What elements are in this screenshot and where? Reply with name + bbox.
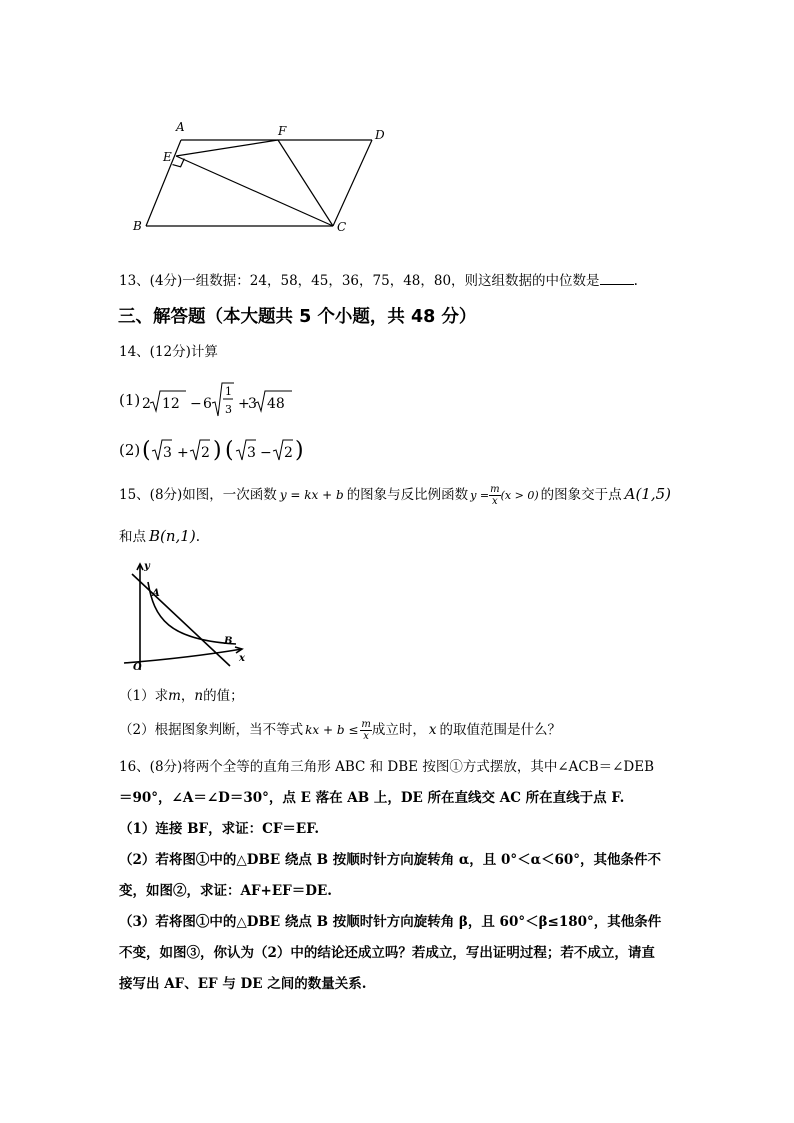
linear-function-line [132, 574, 233, 666]
question-16-sub-1: （1）连接 BF，求证：CF＝EF. [119, 821, 320, 837]
svg-text:(: ( [142, 438, 151, 463]
q15-sub1-m: m [168, 688, 181, 704]
svg-text:2: 2 [142, 396, 151, 412]
q15-sub2-den: x [363, 731, 369, 742]
label-d: D [375, 128, 385, 142]
svg-text:(: ( [225, 438, 234, 463]
segment-ef [176, 140, 278, 156]
q15-sub1-a: （1）求 [119, 688, 169, 704]
q15-sub2-c: 的取值范围是什么？ [439, 722, 561, 738]
svg-text:): ) [213, 438, 222, 463]
q15-frac-num: m [490, 484, 500, 495]
svg-text:3: 3 [248, 396, 257, 412]
question-15-line-1 [119, 480, 671, 510]
label-b: B [133, 219, 142, 233]
question-13-text: 13、(4分)一组数据：24，58，45，36，75，48，80，则这组数据的中位数是 [119, 273, 600, 289]
q15-inverse-fn-fraction [489, 484, 500, 507]
q15-inverse-fn-y: y = [470, 489, 490, 502]
q15-intro-a: 15、(8分)如图，一次函数 [119, 487, 277, 503]
graph-label-a: A [152, 588, 160, 599]
graph-label-b: B [224, 636, 233, 647]
q15-sub2-a: （2）根据图象判断，当不等式 [119, 722, 304, 738]
q14-part2-label: (2) [119, 441, 141, 459]
q15-sub2-inequality: kx + b ≤ [305, 723, 359, 737]
question-15-sub-2 [119, 716, 561, 744]
svg-text:3: 3 [225, 403, 233, 416]
question-16-sub-3-line-2: 不变，如图③，你认为（2）中的结论还成立吗？若成立，写出证明过程；若不成立，请直 [119, 945, 655, 961]
label-c: C [337, 220, 347, 234]
svg-text:+: + [177, 445, 189, 461]
label-a: A [176, 120, 185, 134]
svg-text:6: 6 [203, 396, 212, 412]
q15-sub1-b: 的值； [203, 688, 244, 704]
segment-ec [176, 156, 333, 226]
question-16-line-2: ＝90°，∠A＝∠D＝30°，点 E 落在 AB 上，DE 所在直线交 AC 所在直线于点 F. [119, 790, 625, 806]
svg-text:−: − [190, 396, 202, 412]
question-16-sub-3-line-1: （3）若将图①中的△DBE 绕点 B 按顺时针方向旋转角 β，且 60°＜β≤180°，其他条件 [119, 914, 662, 930]
svg-text:): ) [295, 438, 304, 463]
q14-expression-1-math [142, 381, 302, 421]
q15-sub1-sep: ， [180, 688, 195, 704]
q15-linear-function: y = kx + b [279, 488, 344, 502]
q15-line2-a: 和点 [119, 529, 146, 545]
svg-text:2: 2 [201, 445, 210, 461]
graph-label-o: O [133, 662, 142, 673]
svg-text:+: + [238, 396, 250, 412]
svg-text:3: 3 [247, 445, 256, 461]
q15-sub1-n: n [194, 688, 204, 704]
q15-sub2-fraction [360, 719, 371, 742]
q14-expression-1 [119, 381, 302, 421]
q14-part1-label: (1) [119, 391, 141, 409]
svg-text:12: 12 [162, 396, 180, 412]
q15-line2-end: . [195, 529, 200, 545]
answer-blank [600, 270, 634, 285]
svg-text:2: 2 [284, 445, 293, 461]
question-14-title: 14、(12分)计算 [119, 344, 218, 360]
question-13 [119, 270, 638, 291]
question-16-sub-3-line-3: 接写出 AF、EF 与 DE 之间的数量关系. [119, 976, 367, 992]
question-16-sub-2-line-2: 变，如图②，求证：AF+EF＝DE. [119, 883, 332, 899]
q15-domain: (x > 0) [500, 489, 539, 502]
graph-label-y: y [144, 561, 150, 572]
q15-sub2-b: 成立时， [371, 722, 426, 738]
graph-label-x: x [239, 653, 245, 664]
q15-intro-c: 的图象交于点 [540, 487, 622, 503]
svg-text:48: 48 [267, 396, 285, 412]
q15-intro-b: 的图象与反比例函数 [346, 487, 469, 503]
label-f: F [278, 124, 287, 138]
question-16-line-1: 16、(8分)将两个全等的直角三角形 ABC 和 DBE 按图①方式摆放，其中∠ACB＝∠DEB [119, 759, 655, 775]
q15-point-b: B(n,1) [149, 527, 196, 545]
right-angle-mark [173, 159, 185, 167]
question-15-line-2 [119, 524, 200, 549]
svg-text:−: − [260, 445, 272, 461]
q15-frac-den: x [492, 496, 498, 507]
label-e: E [163, 150, 172, 164]
q15-sub2-num: m [361, 719, 371, 730]
q15-sub2-x: x [428, 722, 437, 738]
function-graph [118, 558, 250, 676]
question-13-end: . [633, 273, 638, 289]
svg-text:3: 3 [163, 445, 172, 461]
svg-text:1: 1 [225, 385, 233, 398]
section-title: 三、解答题（本大题共 5 个小题，共 48 分） [118, 307, 477, 327]
segment-dc [333, 140, 372, 226]
q14-expression-2 [119, 435, 302, 467]
parallelogram-figure [130, 118, 400, 238]
question-16-sub-2-line-1: （2）若将图①中的△DBE 绕点 B 按顺时针方向旋转角 α，且 0°＜α＜60°，其他条件不 [119, 852, 662, 868]
question-15-sub-1 [119, 686, 244, 706]
hyperbola-curve [148, 582, 236, 644]
q14-expression-2-math [142, 435, 302, 467]
q15-point-a: A(1,5) [624, 485, 672, 503]
